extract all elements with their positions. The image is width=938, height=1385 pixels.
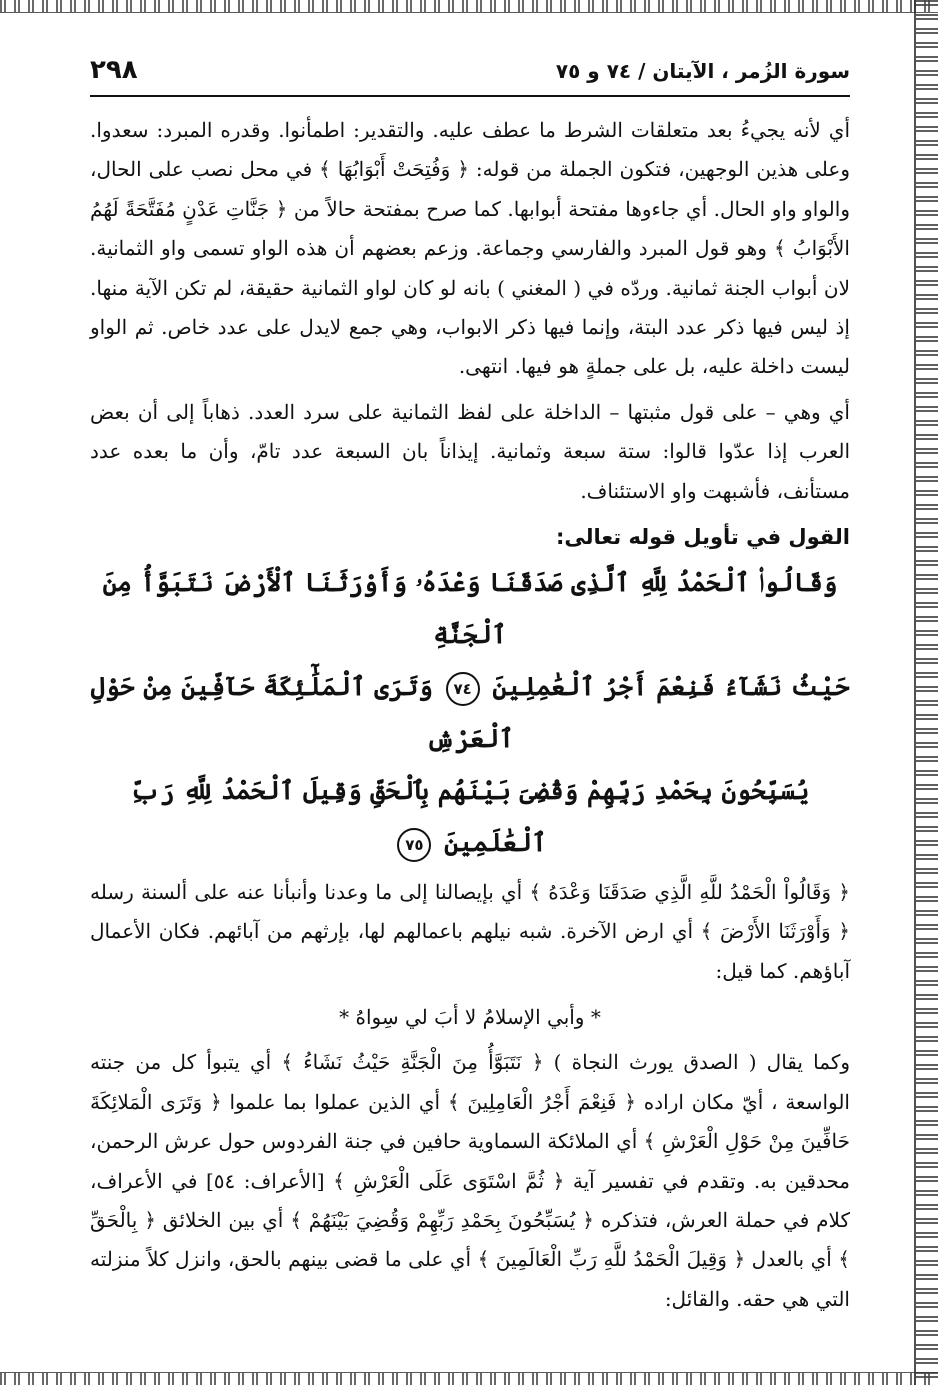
paragraph-2: أي وهي – على قول مثبتها – الداخلة على لفظ الثمانية على سرد العدد. ذهاباً إلى أن بعض العرب إذا عدّوا قالوا: ستة سبعة وثمانية. إيذاناً بان السبعة عدد تامّ، وأن ما بعده عدد مستأنف، فأشبهت واو الاستئناف. [90, 399, 850, 503]
ayah-number-marker: ٧٤ [446, 672, 480, 706]
poem-line: * وأبي الإسلامُ لا أبَ لي سِواهُ * [339, 1005, 601, 1030]
section-heading: القول في تأويل قوله تعالى: [556, 525, 850, 550]
verse-line-2b: وَتَرَى ٱلْمَلَٰٓئِكَةَ حَآفِّينَ مِنْ حَوْلِ ٱلْعَرْشِ [90, 672, 514, 754]
page-header [90, 55, 850, 97]
book-page [90, 55, 850, 1345]
paragraph-1: أي لأنه يجيءُ بعد متعلقات الشرط ما عطف عليه. والتقدير: اطمأنوا. وقدره المبرد: سعدوا. وعلى هذين الوجهين، فتكون الجملة من قوله: ﴿ وَفُتِحَتْ أَبْوَابُهَا ﴾ في محل نصب على الحال، والواو واو الحال. أي جاءوها مفتحة أبوابها. كما صرح بمفتحة حالاً من ﴿ جَنَّاتِ عَدْنٍ مُفَتَّحَةً لَهُمُ الأَبْوَابُ ﴾ وهو قول المبرد والفارسي وجماعة. وزعم بعضهم أن هذه الواو تسمى واو الثمانية. لان أبواب الجنة ثمانية. وردّه في ( المغني ) بانه لو كان لواو الثمانية حقيقة، لم تكن الآية منها. إذ ليس فيها ذكر عدد البتة، وإنما فيها ذكر الابواب، وهي جمع لايدل على عدد خاص. ثم الواو ليست داخلة عليه، بل على جملةٍ هو فيها. انتهى. [90, 118, 850, 379]
decorative-border-bottom [0, 1372, 938, 1385]
decorative-border-right [914, 0, 938, 1385]
running-head: سورة الزُمر ، الآيتان / ٧٤ و ٧٥ [555, 59, 850, 83]
page-body [90, 111, 850, 1319]
decorative-border-top [0, 0, 938, 13]
verse-line-1: وَقَالُوا۟ ٱلْحَمْدُ لِلَّهِ ٱلَّذِى صَدَقَنَا وَعْدَهُۥ وَأَوْرَثَنَا ٱلْأَرْضَ نَتَبَوَّأُ مِنَ ٱلْجَنَّةِ [102, 568, 838, 650]
paragraph-3: ﴿ وَقَالُواْ الْحَمْدُ للَّهِ الَّذِي صَدَقَنَا وَعْدَهُ ﴾ أي بإيصالنا إلى ما وعدنا وأنبأنا عنه على ألسنة رسله ﴿ وَأَوْرَثَنَا الأَرْضَ ﴾ أي ارض الآخرة. شبه نيلهم باعمالهم لها، بإرثهم من آبائهم. فكان الأعمال آباؤهم. كما قيل: [90, 880, 850, 983]
verse-line-2a: حَيْثُ نَشَآءُ فَنِعْمَ أَجْرُ ٱلْعَٰمِلِينَ [492, 672, 850, 702]
verse-line-2 [90, 661, 850, 765]
verse-line-3-text: يُسَبِّحُونَ بِحَمْدِ رَبِّهِمْ وَقُضِىَ بَيْنَهُم بِٱلْحَقِّ وَقِيلَ ٱلْحَمْدُ لِلَّهِ رَبِّ ٱلْعَٰلَمِينَ [130, 776, 810, 858]
paragraph-4: وكما يقال ( الصدق يورث النجاة ) ﴿ نَتَبَوَّأُ مِنَ الْجَنَّةِ حَيْثُ نَشَاءُ ﴾ أي يتبوأ كل من جنته الواسعة ، أيّ مكان اراده ﴿ فَنِعْمَ أَجْرُ الْعَامِلِينَ ﴾ أي الذين عملوا بما علموا ﴿ وَتَرَى الْمَلائِكَةَ حَافِّينَ مِنْ حَوْلِ الْعَرْشِ ﴾ أي الملائكة السماوية حافين في جنة الفردوس حول عرش الرحمن، محدقين به. وتقدم في تفسير آية ﴿ ثُمَّ اسْتَوَى عَلَى الْعَرْشِ ﴾ [الأعراف: ٥٤] في الأعراف، كلام في حملة العرش، فتذكره ﴿ يُسَبِّحُونَ بِحَمْدِ رَبِّهِمْ وَقُضِيَ بَيْنَهُمْ ﴾ أي بين الخلائق ﴿ بِالْحَقِّ ﴾ أي بالعدل ﴿ وَقِيلَ الْحَمْدُ للَّهِ رَبِّ الْعَالَمِينَ ﴾ أي على ما قضى بينهم بالحق، وانزل كلاً منزلته التي هي حقه. والقائل: [89, 1050, 851, 1311]
verse-line-3 [90, 765, 850, 869]
quran-verse-block [90, 557, 850, 869]
page-number: ٢٩٨ [90, 55, 138, 85]
ayah-number-marker: ٧٥ [397, 828, 431, 862]
